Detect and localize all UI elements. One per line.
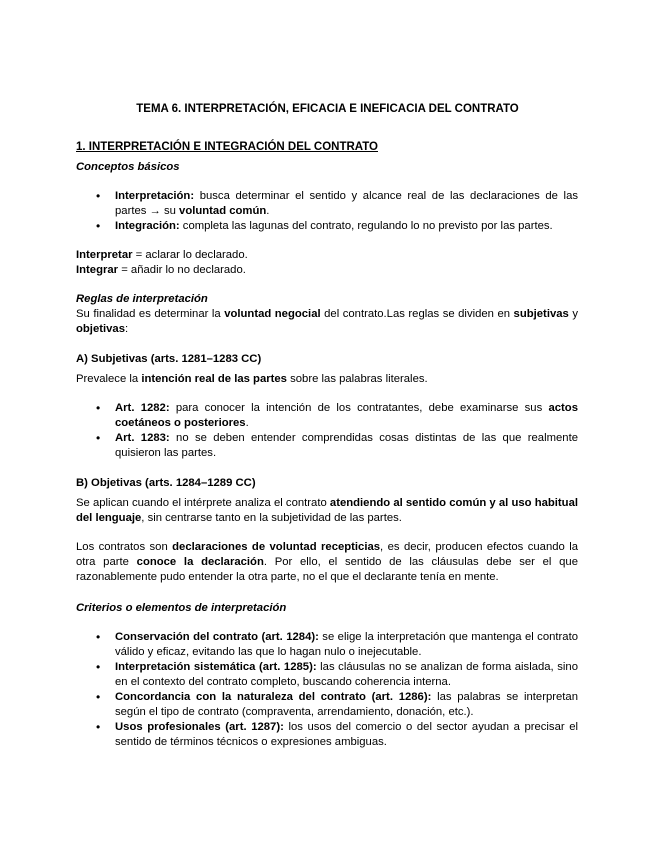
definition-line: Integrar = añadir lo no declarado.: [76, 264, 246, 276]
objetivas-paragraph: Se aplican cuando el intérprete analiza el contrato atendiendo al sentido común y al uso habitual del lenguaje, sin centrarse tanto en la subjetividad de las partes.: [76, 497, 579, 524]
list-item: • Conservación del contrato (art. 1284): se elige la interpretación que mantenga el contrato válido y eficaz, evitando las que lo hagan nulo o inejecutable.: [76, 630, 578, 660]
subjetivas-paragraph: Prevalece la intención real de las partes sobre las palabras literales.: [76, 373, 428, 385]
list-item: • Concordancia con la naturaleza del contrato (art. 1286): las palabras se interpretan según el tipo de contrato (compraventa, arrendamiento, donación, etc.).: [76, 690, 578, 720]
subjetivas-heading: A) Subjetivas (arts. 1281–1283 CC): [76, 353, 262, 365]
reglas-heading: Reglas de interpretación: [76, 293, 208, 305]
reglas-paragraph: Su finalidad es determinar la voluntad negocial del contrato.Las reglas se dividen en subjetivas y objetivas:: [76, 308, 578, 335]
conceptos-heading: Conceptos básicos: [76, 161, 180, 173]
criterios-heading: Criterios o elementos de interpretación: [76, 602, 287, 614]
list-item: • Art. 1283: no se deben entender comprendidas cosas distintas de las que realmente quisieron las partes.: [76, 431, 578, 461]
section-heading: 1. INTERPRETACIÓN E INTEGRACIÓN DEL CONTRATO: [76, 141, 378, 153]
list-item: • Usos profesionales (art. 1287): los usos del comercio o del sector ayudan a precisar el sentido de términos técnicos o expresiones ambiguas.: [76, 720, 578, 750]
document-title: TEMA 6. INTERPRETACIÓN, EFICACIA E INEFICACIA DEL CONTRATO: [136, 103, 519, 115]
objetivas-heading: B) Objetivas (arts. 1284–1289 CC): [76, 477, 256, 489]
list-item: • Interpretación: busca determinar el sentido y alcance real de las declaraciones de las partes → su voluntad común.: [76, 189, 578, 219]
list-item: • Interpretación sistemática (art. 1285): las cláusulas no se analizan de forma aislada, sino en el contexto del contrato completo, buscando coherencia interna.: [76, 660, 578, 690]
list-item: • Art. 1282: para conocer la intención de los contratantes, debe examinarse sus actos coetáneos o posteriores.: [76, 401, 578, 431]
subjetivas-list: [76, 401, 578, 461]
definition-line: Interpretar = aclarar lo declarado.: [76, 249, 248, 261]
list-item: • Integración: completa las lagunas del contrato, regulando lo no previsto por las partes.: [76, 219, 578, 234]
criterios-list: [76, 630, 578, 750]
conceptos-list: [76, 189, 578, 234]
recepticias-paragraph: Los contratos son declaraciones de voluntad recepticias, es decir, producen efectos cuando la otra parte conoce la declaración. Por ello, el sentido de las cláusulas debe ser el que razonablemente pudo entender la otra parte, no el que el declarante tenía en mente.: [76, 541, 578, 583]
